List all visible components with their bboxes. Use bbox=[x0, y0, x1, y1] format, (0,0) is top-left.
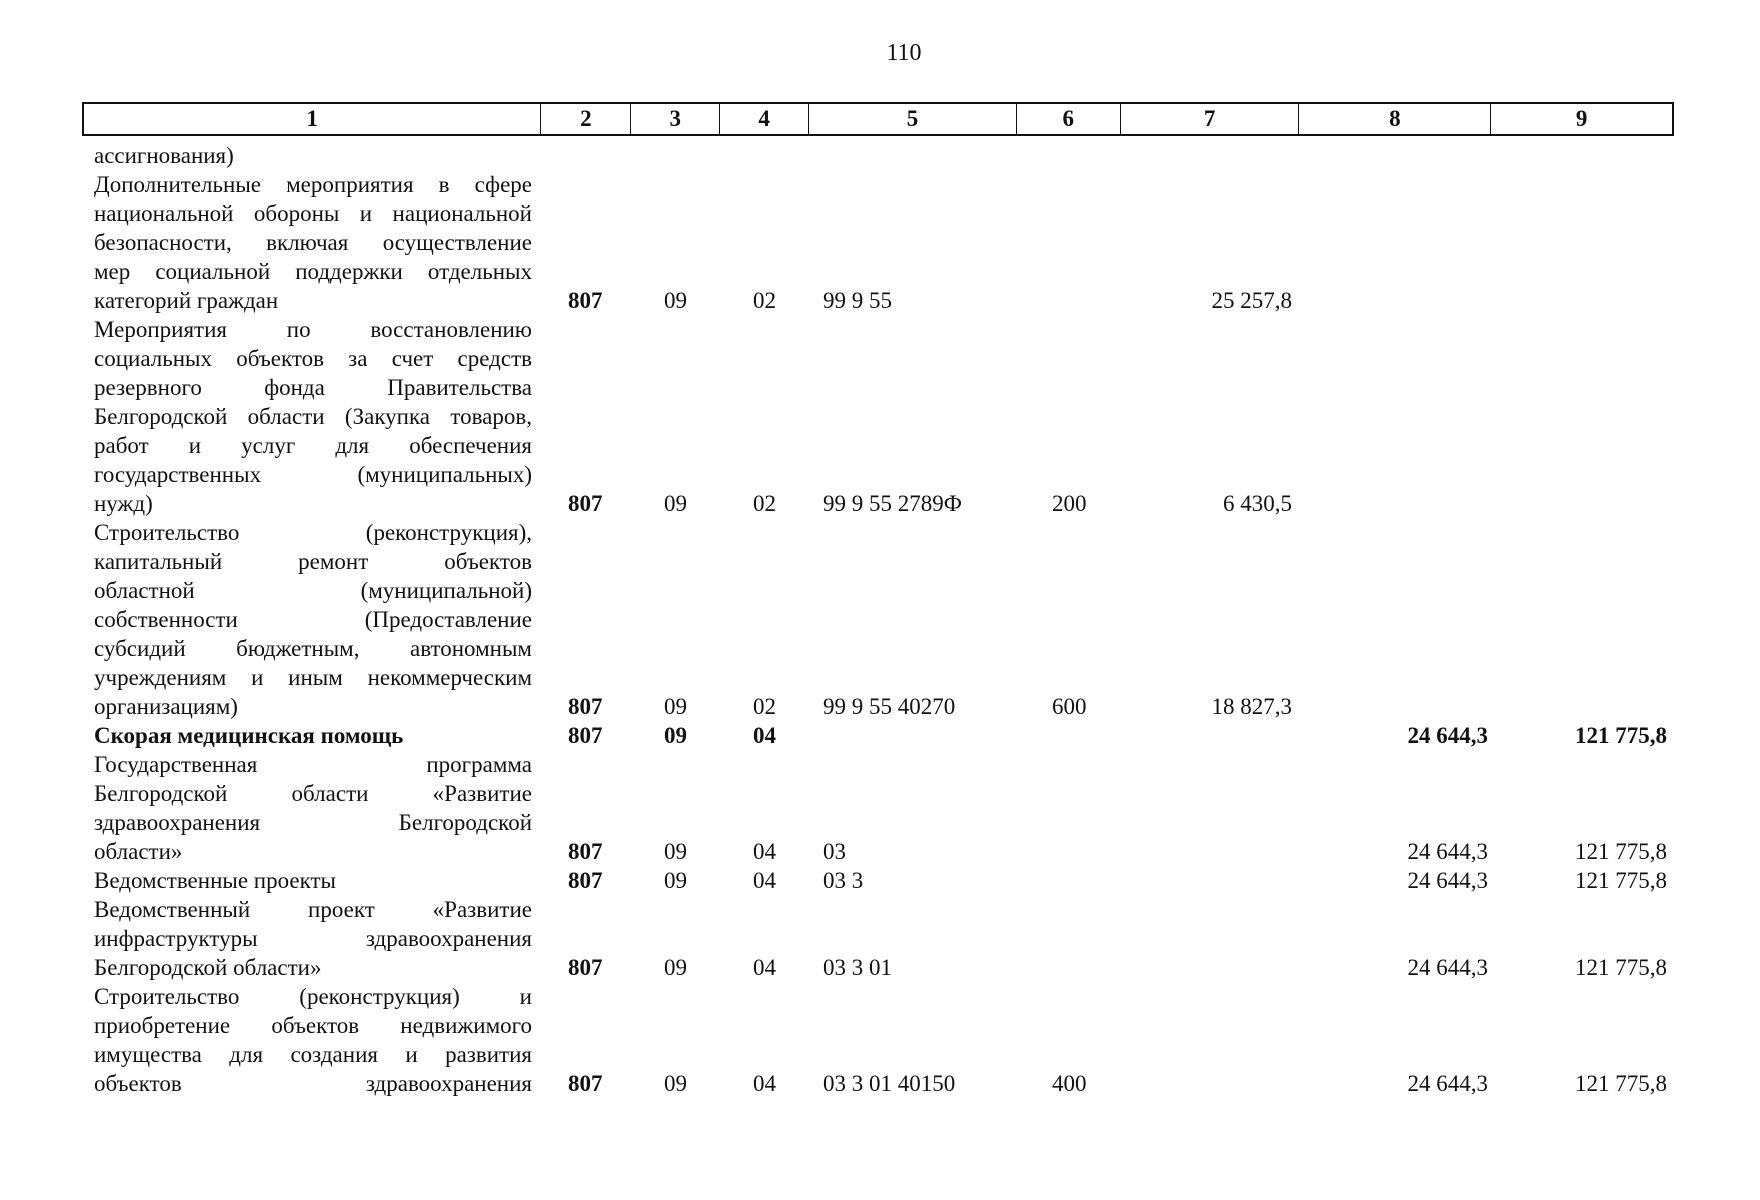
table-header bbox=[82, 102, 1674, 136]
description-line: Строительство (реконструкция), bbox=[94, 520, 532, 545]
header-col-9: 9 bbox=[1575, 106, 1588, 131]
table-row bbox=[0, 982, 1760, 1098]
cell-col-8: 24 644,3 bbox=[1407, 868, 1488, 893]
cell-col-8: 24 644,3 bbox=[1407, 1071, 1488, 1096]
cell-col-4: 04 bbox=[753, 868, 776, 893]
cell-col-3: 09 bbox=[664, 839, 687, 864]
cell-col-4: 02 bbox=[753, 491, 776, 516]
description-line: Дополнительные мероприятия в сфере bbox=[94, 172, 532, 197]
row-description bbox=[94, 721, 532, 750]
cell-col-3: 09 bbox=[664, 723, 687, 748]
description-line: Мероприятия по восстановлению bbox=[94, 317, 532, 342]
header-col-8: 8 bbox=[1299, 104, 1491, 134]
description-line: объектов здравоохранения bbox=[94, 1071, 532, 1096]
description-line: безопасности, включая осуществление bbox=[94, 230, 532, 255]
table-row bbox=[0, 170, 1760, 315]
description-line: Государственная программа bbox=[94, 752, 532, 777]
header-col-3: 3 bbox=[631, 104, 720, 134]
description-line: Строительство (реконструкция) и bbox=[94, 984, 532, 1009]
cell-col-7: 6 430,5 bbox=[1223, 491, 1292, 516]
description-line: Белгородской области» bbox=[94, 955, 322, 980]
cell-col-4: 02 bbox=[753, 288, 776, 313]
cell-col-3: 09 bbox=[664, 694, 687, 719]
cell-col-3: 09 bbox=[664, 491, 687, 516]
row-description bbox=[94, 141, 532, 170]
description-line: категорий граждан bbox=[94, 288, 279, 313]
description-line: приобретение объектов недвижимого bbox=[94, 1013, 532, 1038]
description-line: капитальный ремонт объектов bbox=[94, 549, 532, 574]
cell-col-4: 02 bbox=[753, 694, 776, 719]
cell-col-4: 04 bbox=[753, 839, 776, 864]
cell-col-5: 03 3 bbox=[823, 868, 864, 893]
description-line: области» bbox=[94, 839, 183, 864]
cell-col-2: 807 bbox=[568, 955, 603, 980]
cell-col-9: 121 775,8 bbox=[1575, 955, 1667, 980]
row-description bbox=[94, 518, 532, 721]
description-line: имущества для создания и развития bbox=[94, 1042, 532, 1067]
description-line: здравоохранения Белгородской bbox=[94, 810, 532, 835]
cell-col-7: 18 827,3 bbox=[1211, 694, 1292, 719]
table-row bbox=[0, 315, 1760, 518]
cell-col-2: 807 bbox=[568, 868, 603, 893]
description-line: резервного фонда Правительства bbox=[94, 375, 532, 400]
row-description bbox=[94, 170, 532, 315]
table-row bbox=[0, 721, 1760, 750]
description-line: ассигнования) bbox=[94, 143, 234, 168]
cell-col-3: 09 bbox=[664, 288, 687, 313]
cell-col-2: 807 bbox=[568, 839, 603, 864]
cell-col-9: 121 775,8 bbox=[1575, 1071, 1667, 1096]
cell-col-2: 807 bbox=[568, 694, 603, 719]
description-line: учреждениям и иным некоммерческим bbox=[94, 665, 532, 690]
cell-col-8: 24 644,3 bbox=[1407, 955, 1488, 980]
row-description bbox=[94, 750, 532, 866]
cell-col-3: 09 bbox=[664, 1071, 687, 1096]
cell-col-5: 99 9 55 2789Ф bbox=[823, 491, 962, 516]
description-line: собственности (Предоставление bbox=[94, 607, 532, 632]
header-col-5: 5 bbox=[809, 104, 1017, 134]
cell-col-3: 09 bbox=[664, 868, 687, 893]
header-col-2: 2 bbox=[541, 104, 631, 134]
cell-col-9: 121 775,8 bbox=[1575, 868, 1667, 893]
cell-col-6: 600 bbox=[1052, 694, 1087, 719]
cell-col-2: 807 bbox=[568, 491, 603, 516]
description-line: социальных объектов за счет средств bbox=[94, 346, 532, 371]
cell-col-9: 121 775,8 bbox=[1575, 723, 1667, 748]
cell-col-2: 807 bbox=[568, 723, 603, 748]
table-row bbox=[0, 750, 1760, 866]
description-line: Белгородской области (Закупка товаров, bbox=[94, 404, 532, 429]
cell-col-2: 807 bbox=[568, 288, 603, 313]
cell-col-3: 09 bbox=[664, 955, 687, 980]
page-number: 110 bbox=[886, 40, 922, 66]
row-description bbox=[94, 866, 532, 895]
description-line: Ведомственный проект «Развитие bbox=[94, 897, 532, 922]
cell-col-6: 400 bbox=[1052, 1071, 1087, 1096]
header-col-7: 7 bbox=[1121, 104, 1300, 134]
cell-col-2: 807 bbox=[568, 1071, 603, 1096]
description-line: областной (муниципальной) bbox=[94, 578, 532, 603]
table-row bbox=[0, 866, 1760, 895]
cell-col-5: 03 3 01 40150 bbox=[823, 1071, 956, 1096]
description-line: Белгородской области «Развитие bbox=[94, 781, 532, 806]
table-row bbox=[0, 895, 1760, 982]
description-line: инфраструктуры здравоохранения bbox=[94, 926, 532, 951]
description-line: субсидий бюджетным, автономным bbox=[94, 636, 532, 661]
table-row bbox=[0, 518, 1760, 721]
description-line: Ведомственные проекты bbox=[94, 868, 336, 893]
description-line: национальной обороны и национальной bbox=[94, 201, 532, 226]
header-col-4: 4 bbox=[720, 104, 809, 134]
header-col-6: 6 bbox=[1017, 104, 1121, 134]
cell-col-5: 99 9 55 bbox=[823, 288, 892, 313]
description-line: государственных (муниципальных) bbox=[94, 462, 532, 487]
cell-col-6: 200 bbox=[1052, 491, 1087, 516]
row-description bbox=[94, 315, 532, 518]
row-description bbox=[94, 982, 532, 1098]
description-line: организациям) bbox=[94, 694, 238, 719]
cell-col-4: 04 bbox=[753, 955, 776, 980]
header-col-1: 1 bbox=[84, 104, 541, 134]
description-line: нужд) bbox=[94, 491, 153, 516]
cell-col-5: 03 3 01 bbox=[823, 955, 892, 980]
cell-col-8: 24 644,3 bbox=[1407, 839, 1488, 864]
description-line: мер социальной поддержки отдельных bbox=[94, 259, 532, 284]
cell-col-5: 03 bbox=[823, 839, 846, 864]
cell-col-7: 25 257,8 bbox=[1211, 288, 1292, 313]
cell-col-5: 99 9 55 40270 bbox=[823, 694, 956, 719]
description-line: работ и услуг для обеспечения bbox=[94, 433, 532, 458]
cell-col-4: 04 bbox=[753, 1071, 776, 1096]
cell-col-4: 04 bbox=[753, 723, 776, 748]
description-line: Скорая медицинская помощь bbox=[94, 723, 404, 748]
cell-col-9: 121 775,8 bbox=[1575, 839, 1667, 864]
cell-col-8: 24 644,3 bbox=[1407, 723, 1488, 748]
row-description bbox=[94, 895, 532, 982]
table-row bbox=[0, 141, 1760, 170]
